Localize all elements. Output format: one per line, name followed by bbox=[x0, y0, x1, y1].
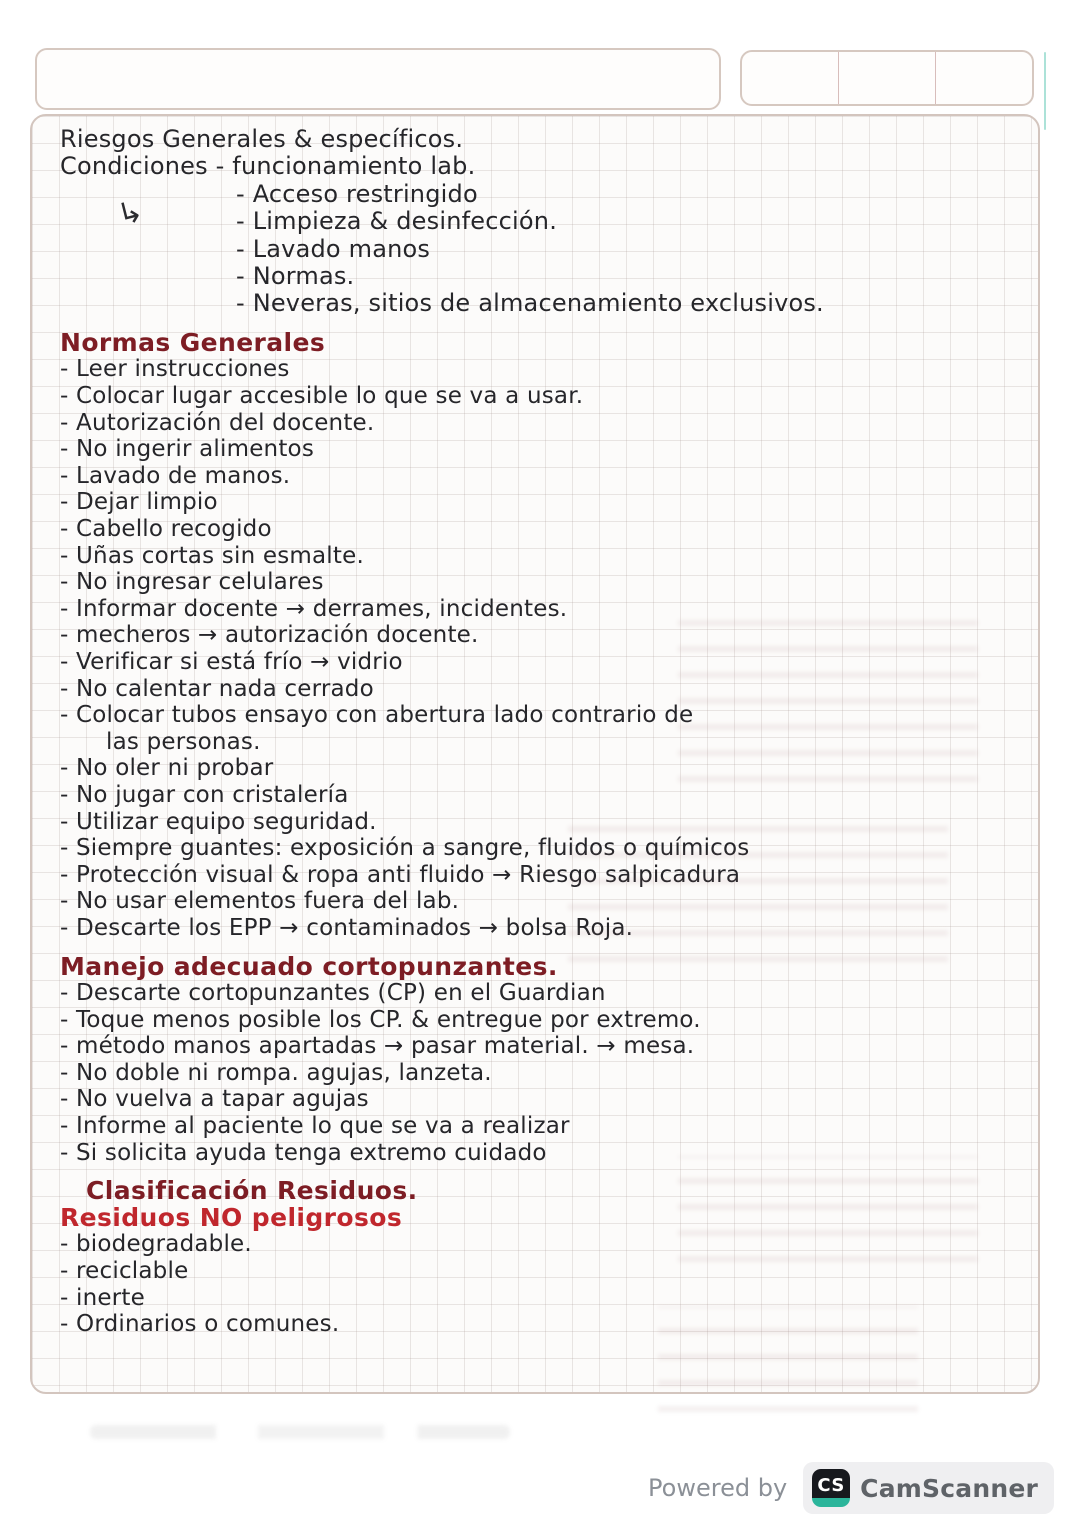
camscanner-logo-icon bbox=[812, 1469, 850, 1507]
note-item: - biodegradable. bbox=[60, 1231, 252, 1258]
note-item: - Utilizar equipo seguridad. bbox=[60, 808, 377, 835]
intro-section bbox=[60, 126, 1024, 318]
section-heading: Manejo adecuado cortopunzantes. bbox=[60, 951, 558, 981]
section-heading: Clasificación Residuos. bbox=[86, 1176, 418, 1206]
date-cell bbox=[839, 52, 936, 104]
section-subheading: Residuos NO peligrosos bbox=[60, 1202, 403, 1232]
camscanner-watermark bbox=[648, 1462, 1054, 1514]
note-title: Riesgos Generales & específicos. bbox=[60, 125, 464, 153]
note-item: - Si solicita ayuda tenga extremo cuidado bbox=[60, 1139, 547, 1166]
section-heading: Normas Generales bbox=[60, 327, 326, 357]
note-item: - Ordinarios o comunes. bbox=[60, 1311, 340, 1338]
section-clasificacion-residuos bbox=[60, 1178, 1024, 1338]
intro-item: - Lavado manos bbox=[236, 234, 431, 263]
note-item: - inerte bbox=[60, 1284, 145, 1311]
note-item: - Autorización del docente. bbox=[60, 409, 375, 436]
note-item: - método manos apartadas → pasar material. → mesa. bbox=[60, 1033, 695, 1060]
note-item-continuation: las personas. bbox=[106, 728, 261, 755]
intro-item: - Acceso restringido bbox=[236, 179, 478, 208]
note-item: - Toque menos posible los CP. & entregue por extremo. bbox=[60, 1006, 701, 1033]
date-cell bbox=[936, 52, 1032, 104]
note-item: - Verificar si está frío → vidrio bbox=[60, 648, 403, 675]
camscanner-brand-label: CamScanner bbox=[860, 1473, 1038, 1503]
note-item: - No oler ni probar bbox=[60, 755, 274, 782]
note-item: - mecheros → autorización docente. bbox=[60, 622, 479, 649]
note-item: - No usar elementos fuera del lab. bbox=[60, 888, 460, 915]
note-item: - Siempre guantes: exposición a sangre, fluidos o químicos bbox=[60, 835, 750, 862]
title-field-box bbox=[35, 48, 721, 110]
note-item: - No ingerir alimentos bbox=[60, 436, 315, 463]
camscanner-badge bbox=[803, 1462, 1054, 1514]
scan-smudge-artifact bbox=[90, 1425, 510, 1439]
section-normas-generales bbox=[60, 327, 1024, 942]
note-item: - No calentar nada cerrado bbox=[60, 675, 374, 702]
note-item: - Uñas cortas sin esmalte. bbox=[60, 542, 364, 569]
note-item: - Protección visual & ropa anti fluido → Riesgo salpicadura bbox=[60, 861, 741, 888]
note-sheet bbox=[30, 114, 1040, 1394]
note-item: - Informe al paciente lo que se va a realizar bbox=[60, 1113, 570, 1140]
intro-item: - Neveras, sitios de almacenamiento exclusivos. bbox=[236, 289, 824, 318]
note-item: - Dejar limpio bbox=[60, 489, 218, 516]
note-item: - No doble ni rompa. agujas, lanzeta. bbox=[60, 1059, 492, 1086]
section-cortopunzantes bbox=[60, 951, 1024, 1167]
date-cell bbox=[742, 52, 839, 104]
note-item: - No jugar con cristalería bbox=[60, 781, 349, 808]
note-item: - Colocar lugar accesible lo que se va a usar. bbox=[60, 383, 584, 410]
note-item: - Cabello recogido bbox=[60, 516, 272, 542]
note-item: - reciclable bbox=[60, 1258, 189, 1285]
powered-by-label: Powered by bbox=[648, 1474, 788, 1502]
intro-item: - Limpieza & desinfección. bbox=[236, 207, 558, 236]
intro-item: - Normas. bbox=[236, 262, 355, 291]
scan-edge-artifact bbox=[1044, 52, 1046, 130]
note-item: - Descarte cortopunzantes (CP) en el Guardian bbox=[60, 980, 606, 1007]
date-field-box bbox=[740, 50, 1034, 106]
note-item: - No ingresar celulares bbox=[60, 569, 324, 596]
conditions-line: Condiciones - funcionamiento lab. ↳ bbox=[60, 152, 476, 234]
note-item: - Informar docente → derrames, incidentes. bbox=[60, 595, 568, 622]
camscanner-logo-initials: CS bbox=[817, 1474, 845, 1496]
note-item: - Descarte los EPP → contaminados → bolsa Roja. bbox=[60, 914, 634, 941]
curved-arrow-icon: ↳ bbox=[114, 193, 148, 234]
note-item: - No vuelva a tapar agujas bbox=[60, 1086, 369, 1113]
note-item: - Lavado de manos. bbox=[60, 462, 291, 489]
note-item: - Leer instrucciones bbox=[60, 356, 290, 383]
note-item: - Colocar tubos ensayo con abertura lado contrario de bbox=[60, 702, 694, 729]
